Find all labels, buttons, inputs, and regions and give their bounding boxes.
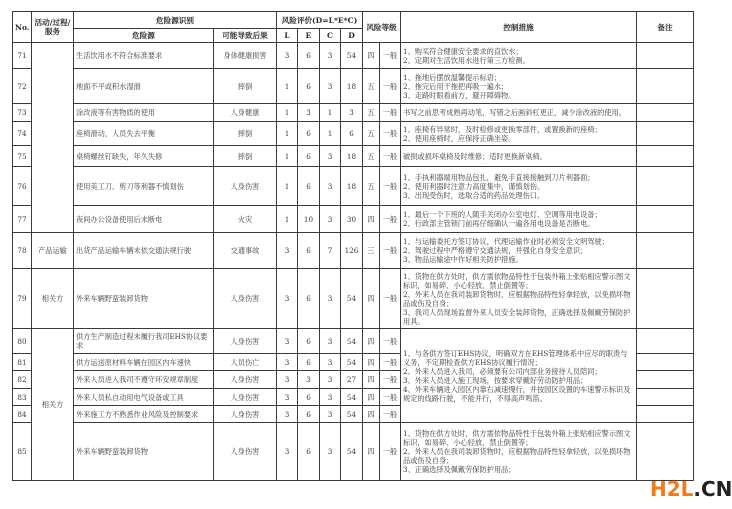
row-number: 79	[13, 269, 32, 329]
table-row	[13, 122, 694, 146]
c-value: 3	[320, 269, 341, 329]
control-measures-cell	[401, 146, 637, 167]
header-risk-evaluation: 风险评价(D=L*E*C)	[277, 12, 363, 29]
header-risk-level: 风险等级	[363, 12, 401, 43]
remark-cell	[637, 167, 694, 206]
row-number: 80	[13, 329, 32, 354]
risk-grade: 四	[363, 389, 380, 406]
hazard-cell: 夜间办公设备使用后未断电	[74, 206, 214, 233]
consequence-cell: 人身伤害	[214, 269, 277, 329]
hazard-cell: 地面不平或积水湿滑	[74, 69, 214, 104]
hazard-cell: 座椅滑动，人员失去平衡	[74, 122, 214, 146]
d-value: 3	[341, 104, 363, 122]
control-measure-line: 1、货物在供方处时，供方需依物品特性于包装外箱上张贴相应警示图文标识，如易碎、小心轻放、禁止倒置等；	[403, 271, 631, 290]
control-measures-cell	[401, 122, 637, 146]
e-value: 3	[298, 371, 320, 389]
c-value: 3	[320, 329, 341, 354]
d-value: 54	[341, 389, 363, 406]
remark-cell	[637, 269, 694, 329]
d-value: 18	[341, 146, 363, 167]
hazard-cell: 外来人员进入我司不遵守环安规章制度	[74, 371, 214, 389]
control-measure-line: 3、出现受伤时，选取合适的药品处理伤口。	[403, 190, 545, 200]
risk-grade: 四	[363, 206, 380, 233]
risk-level: 一般	[380, 43, 401, 69]
e-value: 6	[298, 146, 320, 167]
control-measure-line: 2、拖完后用干拖把再吸一遍水；	[403, 81, 509, 91]
consequence-cell: 人身伤害	[214, 329, 277, 354]
e-value: 10	[298, 206, 320, 233]
hazard-cell: 外来车辆野蛮装卸货物	[74, 423, 214, 481]
control-measures-cell	[401, 423, 637, 481]
hazard-cell: 桌椅螺丝钉缺失，年久失修	[74, 146, 214, 167]
l-value: 3	[277, 354, 298, 371]
risk-level: 一般	[380, 329, 401, 354]
c-value: 3	[320, 206, 341, 233]
h2l-watermark-logo	[650, 478, 732, 500]
l-value: 3	[277, 406, 298, 423]
c-value: 3	[320, 146, 341, 167]
risk-assessment-table	[12, 11, 694, 481]
c-value: 3	[320, 354, 341, 371]
remark-cell	[637, 206, 694, 233]
control-measure-line: 2、定期对生活饮用水进行第三方检测。	[403, 55, 530, 65]
c-value: 1	[320, 122, 341, 146]
remark-cell	[637, 329, 694, 354]
control-measure-line: 2、外来人员进入我司，必须要有公司内部业务接待人员陪同；	[403, 366, 602, 376]
control-measure-line: 1、货物在供方处时，供方需依物品特性于包装外箱上张贴相应警示图文标识，如易碎、小心轻放、禁止倒置等；	[403, 429, 631, 447]
risk-grade: 四	[363, 354, 380, 371]
risk-grade: 四	[363, 43, 380, 69]
c-value: 3	[320, 389, 341, 406]
consequence-cell: 摔倒	[214, 69, 277, 104]
e-value: 6	[298, 329, 320, 354]
control-measure-line: 书写之前思考成熟再动笔，写错之后画斜杠更正，减少涂改液的使用。	[403, 108, 626, 117]
header-consequence: 可能导致后果	[214, 29, 277, 43]
control-measure-line: 1、与各供方签订EHS协议，明确双方在EHS管理体系中应尽的职责与义务，不定期检查供方EHS协议履行情况；	[403, 348, 628, 367]
e-value: 6	[298, 233, 320, 269]
l-value: 3	[277, 423, 298, 481]
header-d: D	[341, 29, 363, 43]
risk-level: 一般	[380, 423, 401, 481]
c-value: 1	[320, 104, 341, 122]
remark-cell	[637, 43, 694, 69]
activity-cell: 产品运输	[32, 233, 74, 269]
control-measures-cell	[401, 167, 637, 206]
e-value: 6	[298, 69, 320, 104]
control-measure-line: 3、物品运输途中作好相关防护措施。	[403, 255, 523, 264]
control-measure-line: 2、行政部主管锁门前再仔细确认一遍各用电设备是否断电。	[403, 219, 595, 228]
table-row	[13, 233, 694, 269]
e-value: 6	[298, 406, 320, 423]
risk-grade: 五	[363, 122, 380, 146]
table-row	[13, 43, 694, 69]
header-no: No.	[13, 12, 32, 43]
l-value: 1	[277, 69, 298, 104]
e-value: 6	[298, 389, 320, 406]
hazard-cell: 生活饮用水不符合标准要求	[74, 43, 214, 69]
d-value: 54	[341, 43, 363, 69]
control-measure-line: 4、外来车辆进入园区内靠右减速慢行，并按园区设置的车速警示标识及规定的线路行驶，不能并行，不得高声鸣笛。	[403, 384, 631, 403]
control-measure-line: 3、正确选择及佩戴劳保防护用品；	[403, 465, 516, 474]
consequence-cell: 人身伤害	[214, 167, 277, 206]
c-value: 3	[320, 69, 341, 104]
d-value: 126	[341, 233, 363, 269]
risk-grade: 三	[363, 233, 380, 269]
row-number: 85	[13, 423, 32, 481]
consequence-cell: 火灾	[214, 206, 277, 233]
remark-cell	[637, 146, 694, 167]
table-row	[13, 423, 694, 481]
d-value: 54	[341, 354, 363, 371]
row-number: 81	[13, 354, 32, 371]
remark-cell	[637, 122, 694, 146]
remark-cell	[637, 406, 694, 423]
risk-level: 一般	[380, 69, 401, 104]
remark-cell	[637, 354, 694, 371]
activity-cell: 相关方	[32, 269, 74, 329]
control-measure-line: 2、外来人员在我司装卸货物时，应根据物品特性轻拿轻放，以免损坏物品或伤及自身；	[403, 289, 631, 308]
control-measure-line: 1、最后一个下班的人随手关闭办公室电灯、空调等用电设备；	[403, 210, 602, 219]
header-l: L	[277, 29, 298, 43]
consequence-cell: 身体健康损害	[214, 43, 277, 69]
risk-level: 一般	[380, 406, 401, 423]
d-value: 54	[341, 269, 363, 329]
hazard-cell: 使用美工刀、剪刀等利器不慎划伤	[74, 167, 214, 206]
risk-level: 一般	[380, 167, 401, 206]
e-value: 6	[298, 43, 320, 69]
consequence-cell: 摔倒	[214, 122, 277, 146]
consequence-cell: 摔倒	[214, 146, 277, 167]
e-value: 6	[298, 269, 320, 329]
c-value: 3	[320, 423, 341, 481]
risk-level: 一般	[380, 146, 401, 167]
header-hazard: 危险源	[74, 29, 214, 43]
activity-cell-empty	[32, 43, 74, 233]
logo-part-cn: .CN	[693, 477, 732, 501]
risk-level: 一般	[380, 371, 401, 389]
control-measures-cell	[401, 206, 637, 233]
d-value: 6	[341, 122, 363, 146]
row-number: 76	[13, 167, 32, 206]
consequence-cell: 人员伤亡	[214, 354, 277, 371]
risk-grade: 五	[363, 69, 380, 104]
header-control-measures: 控制措施	[401, 12, 637, 43]
control-measure-line: 3、我司人员现场监督外来人员安全装卸货物，正确选择及佩戴劳保防护用具。	[403, 307, 631, 326]
row-number: 78	[13, 233, 32, 269]
c-value: 3	[320, 406, 341, 423]
l-value: 3	[277, 269, 298, 329]
header-remark: 备注	[637, 12, 694, 43]
risk-level: 一般	[380, 389, 401, 406]
control-measure-line: 破损或损坏桌椅及时维修；适时更换新桌椅。	[403, 151, 547, 161]
row-number: 77	[13, 206, 32, 233]
row-number: 75	[13, 146, 32, 167]
control-measure-line: 2、驾驶过程中严格遵守交通法规，并强化自身安全意识；	[403, 246, 588, 255]
l-value: 3	[277, 233, 298, 269]
e-value: 3	[298, 104, 320, 122]
table-row	[13, 146, 694, 167]
table-row	[13, 69, 694, 104]
c-value: 7	[320, 233, 341, 269]
row-number: 74	[13, 122, 32, 146]
e-value: 6	[298, 423, 320, 481]
hazard-cell: 涂改液等有害物质的使用	[74, 104, 214, 122]
risk-level: 一般	[380, 354, 401, 371]
hazard-cell: 外来车辆野蛮装卸货物	[74, 269, 214, 329]
consequence-cell: 人身伤害	[214, 423, 277, 481]
e-value: 6	[298, 354, 320, 371]
remark-cell	[637, 371, 694, 389]
remark-cell	[637, 104, 694, 122]
row-number: 71	[13, 43, 32, 69]
consequence-cell: 人身伤害	[214, 389, 277, 406]
control-measures-cell	[401, 233, 637, 269]
row-number: 83	[13, 389, 32, 406]
c-value: 3	[320, 167, 341, 206]
l-value: 1	[277, 122, 298, 146]
risk-grade: 四	[363, 329, 380, 354]
d-value: 18	[341, 69, 363, 104]
row-number: 84	[13, 406, 32, 423]
l-value: 1	[277, 206, 298, 233]
risk-grade: 五	[363, 146, 380, 167]
remark-cell	[637, 233, 694, 269]
table-row	[13, 206, 694, 233]
control-measures-cell	[401, 104, 637, 122]
control-measures-cell	[401, 69, 637, 104]
control-measure-line: 1、与运输委托方签订协议，代理运输作业时必须安全文明驾驶；	[403, 237, 609, 246]
e-value: 6	[298, 167, 320, 206]
l-value: 3	[277, 371, 298, 389]
c-value: 3	[320, 43, 341, 69]
control-measure-line: 1、座椅有异常时，及时检修或更换零部件，或置换新的座椅；	[403, 124, 602, 134]
consequence-cell: 人身伤害	[214, 406, 277, 423]
header-hazard-identification: 危险源识别	[74, 12, 277, 29]
d-value: 27	[341, 371, 363, 389]
control-measure-line: 1、手执利器端用物品包扎，避免手直接接触到刀片利器面；	[403, 172, 595, 182]
header-c: C	[320, 29, 341, 43]
hazard-cell: 供方运送原材料车辆在园区内车速快	[74, 354, 214, 371]
hazard-cell: 外来施工方不熟悉作业风险及控制要求	[74, 406, 214, 423]
d-value: 18	[341, 167, 363, 206]
hazard-cell: 外来人员私自动用电气设备或工具	[74, 389, 214, 406]
d-value: 54	[341, 329, 363, 354]
e-value: 6	[298, 122, 320, 146]
l-value: 1	[277, 167, 298, 206]
table-row	[13, 269, 694, 329]
d-value: 54	[341, 423, 363, 481]
control-measures-cell	[401, 43, 637, 69]
control-measure-line: 2、使用利器时注意力高度集中，谨慎划伤。	[403, 181, 545, 191]
l-value: 3	[277, 43, 298, 69]
risk-grade: 四	[363, 371, 380, 389]
table-row	[13, 104, 694, 122]
risk-grade: 五	[363, 104, 380, 122]
risk-grade: 四	[363, 406, 380, 423]
control-measure-line: 2、使用座椅时，应保持正确坐姿。	[403, 133, 516, 143]
c-value: 3	[320, 371, 341, 389]
l-value: 1	[277, 104, 298, 122]
consequence-cell: 交通事故	[214, 233, 277, 269]
l-value: 3	[277, 329, 298, 354]
table-row	[13, 329, 694, 354]
control-measures-cell	[401, 329, 637, 423]
risk-level: 一般	[380, 122, 401, 146]
activity-cell: 相关方	[32, 329, 74, 481]
risk-level: 一般	[380, 104, 401, 122]
control-measure-line: 1、购买符合健康安全要求的直饮水；	[403, 46, 523, 56]
risk-grade: 四	[363, 423, 380, 481]
hazard-cell: 出货产品运输车辆未依交通法规行驶	[74, 233, 214, 269]
remark-cell	[637, 423, 694, 481]
risk-level: 一般	[380, 269, 401, 329]
row-number: 82	[13, 371, 32, 389]
control-measure-line: 3、外来人员进入施工现场，按要求穿戴好劳动防护用品；	[403, 375, 588, 385]
d-value: 30	[341, 206, 363, 233]
d-value: 54	[341, 406, 363, 423]
remark-cell	[637, 389, 694, 406]
consequence-cell: 人身伤害	[214, 371, 277, 389]
hazard-cell: 供方生产制造过程未履行我司EHS协议要求	[74, 329, 214, 354]
risk-level: 一般	[380, 233, 401, 269]
risk-level: 一般	[380, 206, 401, 233]
control-measure-line: 1、拖地后摆放温馨提示标语；	[403, 72, 502, 82]
consequence-cell: 人身健康	[214, 104, 277, 122]
l-value: 1	[277, 146, 298, 167]
risk-grade: 五	[363, 167, 380, 206]
row-number: 72	[13, 69, 32, 104]
control-measure-line: 2、外来人员在我司装卸货物时，应根据物品特性轻拿轻放，以免损坏物品或伤及自身；	[403, 447, 631, 465]
row-number: 73	[13, 104, 32, 122]
remark-cell	[637, 69, 694, 104]
logo-part-h2l: H2L	[650, 477, 694, 501]
table-row	[13, 167, 694, 206]
header-activity: 活动/过程/服务	[32, 12, 74, 43]
control-measures-cell	[401, 269, 637, 329]
risk-grade: 四	[363, 269, 380, 329]
control-measure-line: 3、走路时眼看前方，避开障碍物。	[403, 90, 516, 100]
l-value: 3	[277, 389, 298, 406]
header-e: E	[298, 29, 320, 43]
